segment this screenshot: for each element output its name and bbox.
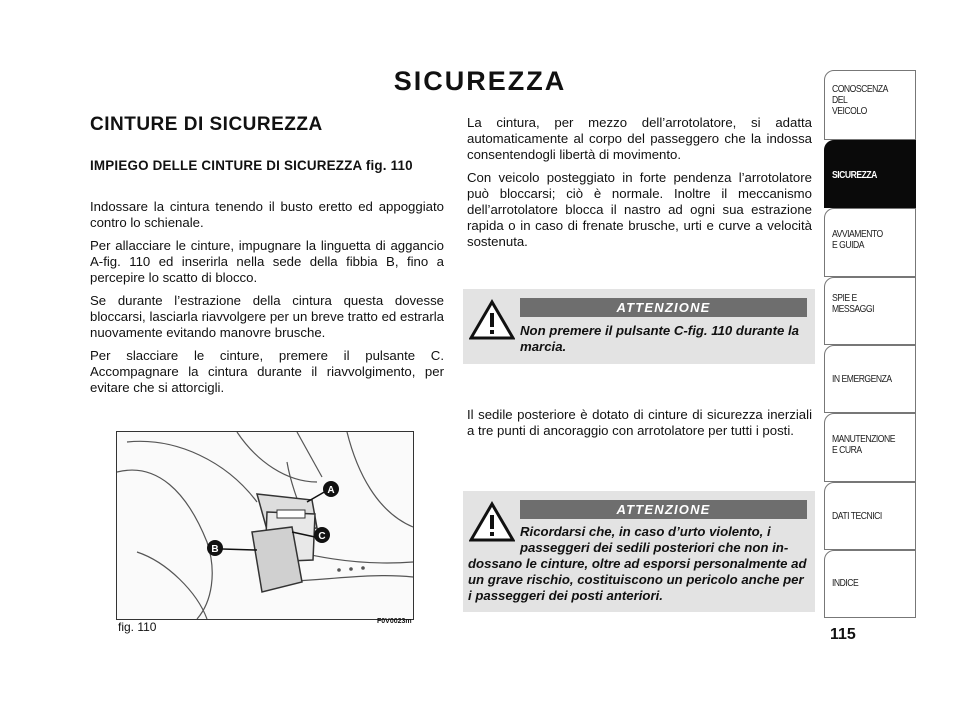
warning-text (468, 524, 810, 604)
nav-tab-dati-tecnici[interactable] (824, 482, 916, 550)
page-number: 115 (830, 626, 856, 643)
paragraph: La cintura, per mezzo dell’arrotolatore, si adatta automaticamente al corpo del passeggero che la indossa consentendogli libertà di movimento. (467, 115, 812, 162)
label-b: B (211, 544, 219, 555)
seatbelt-figure (116, 431, 414, 620)
nav-tab-manutenzione[interactable] (824, 413, 916, 482)
warning-triangle-icon (469, 299, 515, 341)
figure-code: F0V0023m (377, 618, 412, 625)
nav-tab-spie[interactable] (824, 277, 916, 345)
left-column (90, 199, 444, 403)
seatbelt-illustration (117, 432, 413, 619)
label-c: C (318, 531, 326, 542)
paragraph: Per slacciare le cinture, premere il pulsante C. Accompagnare la cintura durante il riavvolgimento, per evitare che si attorcigli. (90, 348, 444, 395)
right-column (467, 115, 812, 257)
warning-text-first: Ricordarsi che, in caso d’urto violento, i passeggeri dei sedili posteriori che non in- (520, 524, 789, 555)
label-a: A (327, 485, 335, 496)
nav-tab-label: IN EMERGENZA (832, 373, 892, 385)
nav-tab-emergenza[interactable] (824, 345, 916, 413)
figure-caption: fig. 110 (118, 620, 157, 634)
paragraph: Per allacciare le cinture, impugnare la linguetta di aggancio A-fig. 110 ed inserirla nella sede della fibbia B, fino a percepire lo scatto di blocco. (90, 238, 444, 285)
subheading: IMPIEGO DELLE CINTURE DI SICUREZZA fig. 110 (90, 158, 413, 173)
paragraph: Indossare la cintura tenendo il busto eretto ed appoggiato contro lo schienale. (90, 199, 444, 230)
warning-text: Non premere il pulsante C-fig. 110 durante la marcia. (520, 323, 799, 354)
section-title: CINTURE DI SICUREZZA (90, 114, 323, 135)
nav-tab-conoscenza[interactable] (824, 70, 916, 140)
nav-tab-label: SPIE E MESSAGGI (832, 292, 874, 315)
paragraph: Se durante l’estrazione della cintura questa dovesse bloccarsi, lasciarla riavvolgere per un breve tratto ed estrarla nuovamente evitando manovre brusche. (90, 293, 444, 340)
nav-tab-sicurezza[interactable] (824, 140, 916, 208)
paragraph: Il sedile posteriore è dotato di cinture di sicurezza inerziali a tre punti di ancoraggio con arrotolatore per tutti i posti. (467, 407, 812, 438)
warning-text-rest: dossano le cinture, oltre ad esporsi personalmente ad un grave rischio, costituiscono un pericolo anche per i passeggeri dei posti anteriori. (468, 556, 807, 603)
warning-label: ATTENZIONE (520, 500, 807, 519)
paragraph: Con veicolo posteggiato in forte pendenza l’arrotolatore può bloccarsi; ciò è normale. Inoltre il meccanismo dell’arrotolatore blocca il nastro ad ogni sua estrazione rapida o in caso di frenate brusche, urti e curve a velocità sostenuta. (467, 170, 812, 249)
nav-tab-label: AVVIAMENTO E GUIDA (832, 228, 883, 251)
nav-tab-label: MANUTENZIONE E CURA (832, 433, 895, 456)
page-title: SICUREZZA (393, 66, 567, 96)
warning-box (463, 289, 815, 364)
right-column-paragraph (467, 407, 812, 446)
nav-tab-label: SICUREZZA (832, 169, 877, 181)
nav-tab-label: DATI TECNICI (832, 510, 882, 522)
nav-tab-avviamento[interactable] (824, 208, 916, 277)
warning-label: ATTENZIONE (520, 298, 807, 317)
warning-box (463, 491, 815, 612)
nav-tab-indice[interactable] (824, 550, 916, 618)
nav-tab-label: CONOSCENZA DEL VEICOLO (832, 83, 888, 117)
nav-tab-label: INDICE (832, 577, 859, 589)
